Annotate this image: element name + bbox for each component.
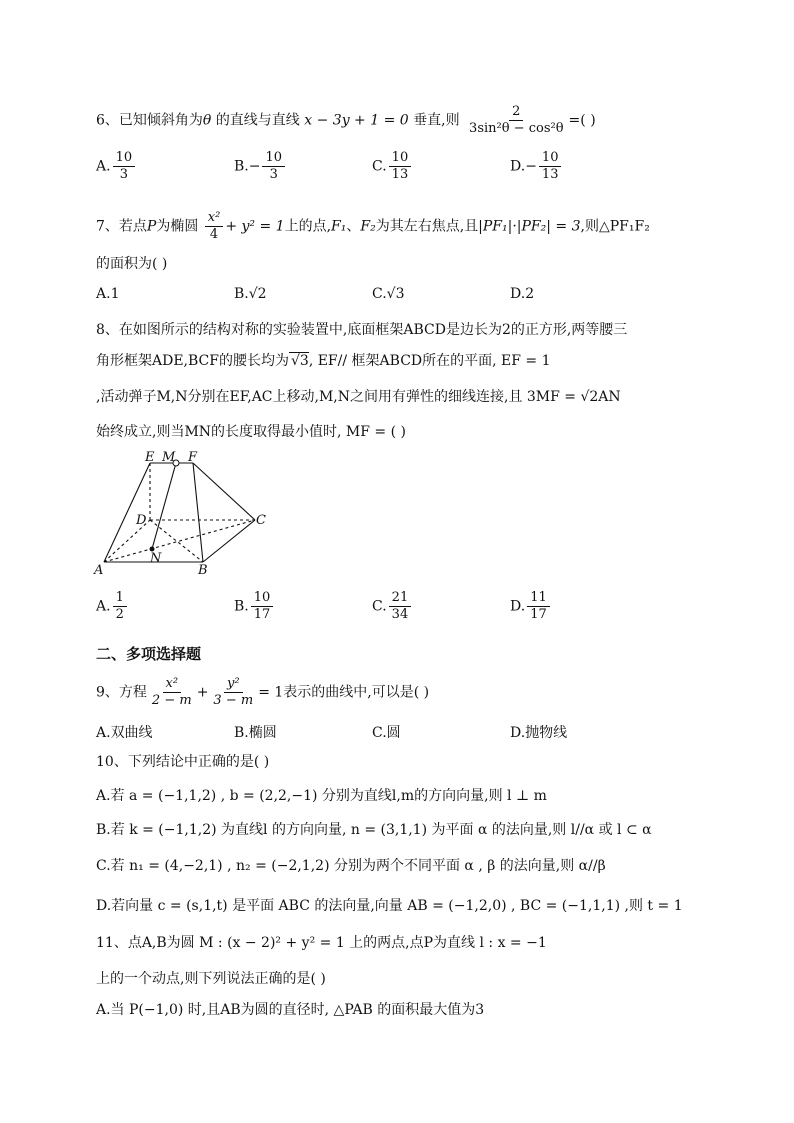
- q6-frac-num: 2: [509, 104, 523, 121]
- q8-line4: 始终成立,则当MN的长度取得最小值时, MF = ( ): [96, 424, 406, 440]
- q7-stem-a: 7、若点: [96, 218, 147, 235]
- q9-frac1: [149, 676, 195, 709]
- q7-stem-d: 为其左右焦点,且: [375, 218, 479, 235]
- q9-frac2: [210, 676, 256, 709]
- q8-od-label: D.: [510, 598, 526, 615]
- q6-stem-b: 的直线与直线: [215, 112, 300, 129]
- q9-eq: = 1: [258, 684, 284, 701]
- q8-line2: [96, 351, 551, 371]
- q6-option-c-label: C.: [372, 158, 387, 175]
- q7-option-c[interactable]: [372, 286, 405, 302]
- q7-ob-label: B.: [234, 286, 249, 302]
- q6-stem: [96, 104, 596, 137]
- q6-ob-num: 10: [262, 150, 285, 167]
- q7-sep: 、: [346, 218, 361, 235]
- q7-frac-num: x²: [205, 210, 224, 227]
- q10-option-a[interactable]: A.若 a = (−1,1,2) , b = (2,2,−1) 分别为直线l,m的方向向量,则 l ⊥ m: [96, 788, 547, 804]
- q8-oa-label: A.: [96, 598, 111, 615]
- q10-stem: 10、下列结论中正确的是( ): [96, 754, 270, 770]
- q7-fraction: [205, 210, 224, 243]
- q8-line1: 8、在如图所示的结构对称的实验装置中,底面框架ABCD是边长为2的正方形,两等腰三: [96, 322, 628, 338]
- q9-ob-value: 椭圆: [248, 725, 277, 741]
- q6-oa-den: 3: [119, 167, 128, 182]
- q7-oa-label: A.: [96, 286, 111, 302]
- q6-ob-sign: −: [248, 158, 261, 175]
- q8-option-d[interactable]: [510, 590, 552, 623]
- q9-stem-b: 表示的曲线中,可以是( ): [283, 684, 430, 701]
- q6-oc-den: 13: [391, 167, 409, 182]
- q8-line3: ,活动弹子M,N分别在EF,AC上移动,M,N之间用有弹性的细线连接,且 3MF = √2AN: [96, 389, 621, 405]
- q7-eq-tail: + y² = 1: [225, 218, 285, 235]
- q8-oc-label: C.: [372, 598, 387, 615]
- label-b: B: [198, 563, 208, 578]
- q8-od-frac: [527, 590, 550, 623]
- q9-f2-num: y²: [224, 676, 243, 693]
- q6-od-den: 13: [541, 167, 559, 182]
- label-a: A: [94, 563, 104, 578]
- q7-stem-e: ,则△PF₁F₂: [580, 218, 650, 235]
- q9-plus: +: [196, 684, 209, 701]
- q7-oc-value: √3: [386, 286, 405, 302]
- q9-f2-den: 3 − m: [213, 693, 254, 708]
- q6-option-c[interactable]: [372, 150, 413, 183]
- q7-stem-b: 为椭圆: [156, 218, 199, 235]
- q8-figure: [90, 450, 270, 580]
- q6-stem-a: 6、已知倾斜角为: [96, 112, 203, 129]
- q6-option-a-frac: [113, 150, 136, 183]
- q9-oa-label: A.: [96, 725, 111, 741]
- q9-stem: [96, 676, 429, 709]
- label-m: M: [162, 450, 176, 465]
- q8-sqrt3: √3: [290, 353, 309, 369]
- label-n: N: [150, 551, 162, 566]
- q10-option-d[interactable]: D.若向量 c = (s,1,t) 是平面 ABC 的法向量,向量 AB = (−1,2,0) , BC = (−1,1,1) ,则 t = 1: [96, 898, 683, 914]
- edge-bf: [193, 463, 203, 562]
- q6-option-b-frac: [262, 150, 285, 183]
- q6-option-b-label: B.: [234, 158, 249, 175]
- q8-line2-a: 角形框架ADE,BCF的腰长均为: [96, 353, 289, 369]
- q11-line2: 上的一个动点,则下列说法正确的是( ): [96, 971, 326, 987]
- q9-f1-num: x²: [163, 676, 182, 693]
- q9-oc-value: 圆: [386, 725, 401, 741]
- q6-option-d-label: D.: [510, 158, 526, 175]
- q9-option-c[interactable]: [372, 722, 401, 742]
- q10-option-c[interactable]: C.若 n₁ = (4,−2,1) , n₂ = (−2,1,2) 分别为两个不同平面 α , β 的法向量,则 α//β: [96, 858, 606, 874]
- q8-ob-frac: [251, 590, 274, 623]
- q8-oa-den: 2: [115, 607, 124, 622]
- q9-ob-label: B.: [234, 725, 249, 741]
- q9-option-a[interactable]: [96, 722, 153, 742]
- string-mn: [152, 463, 176, 549]
- edge-cf: [193, 463, 255, 520]
- q7-f1: F₁: [331, 218, 347, 235]
- q8-line2-c: , EF// 框架ABCD所在的平面, EF = 1: [308, 353, 551, 369]
- label-c: C: [256, 513, 266, 528]
- q7-f2: F₂: [360, 218, 376, 235]
- q7-p: P: [146, 218, 157, 235]
- q6-option-d[interactable]: [510, 150, 563, 183]
- q8-od-den: 17: [530, 607, 547, 622]
- q7-stem: [96, 210, 650, 243]
- q9-oc-label: C.: [372, 725, 387, 741]
- q8-ob-num: 10: [251, 590, 274, 607]
- section-title: 二、多项选择题: [96, 645, 202, 663]
- q6-oc-num: 10: [389, 150, 412, 167]
- q8-od-num: 11: [527, 590, 550, 607]
- label-d: D: [136, 513, 147, 528]
- q6-frac-den: 3sin²θ − cos²θ: [469, 121, 564, 136]
- q8-option-a[interactable]: [96, 590, 129, 623]
- q7-line2: 的面积为( ): [96, 256, 168, 272]
- q6-option-a-label: A.: [96, 158, 111, 175]
- q6-stem-c: 垂直,则: [413, 112, 460, 129]
- q9-option-d[interactable]: [510, 722, 567, 742]
- q9-option-b[interactable]: [234, 722, 277, 742]
- q9-od-value: 抛物线: [525, 725, 568, 741]
- q8-oc-num: 21: [389, 590, 412, 607]
- q6-fraction: [466, 104, 567, 137]
- q7-ob-value: √2: [248, 286, 267, 302]
- q6-theta: θ: [202, 112, 212, 129]
- q8-ob-den: 17: [253, 607, 271, 622]
- q8-ob-label: B.: [234, 598, 249, 615]
- q6-option-d-frac: [539, 150, 562, 183]
- label-e: E: [145, 450, 155, 465]
- q6-option-a[interactable]: [96, 150, 137, 183]
- q7-stem-c: 上的点,: [284, 218, 332, 235]
- q10-option-b[interactable]: B.若 k = (−1,1,2) 为直线l 的方向向量, n = (3,1,1) 为平面 α 的法向量,则 l//α 或 l ⊂ α: [96, 822, 652, 838]
- q6-line-eq: x − 3y + 1 = 0: [304, 112, 409, 129]
- q7-option-d[interactable]: [510, 286, 534, 302]
- q7-option-a[interactable]: [96, 286, 119, 302]
- label-f: F: [188, 450, 198, 465]
- q8-oa-num: 1: [113, 590, 127, 607]
- q7-od-value: 2: [525, 286, 535, 302]
- q6-ob-den: 3: [269, 167, 278, 182]
- q7-cond: |PF₁|·|PF₂| = 3: [478, 218, 581, 235]
- q7-od-label: D.: [510, 286, 526, 302]
- q8-option-c[interactable]: [372, 590, 413, 623]
- q6-od-sign: −: [525, 158, 537, 175]
- q9-stem-a: 9、方程: [96, 684, 147, 701]
- q8-oa-frac: [113, 590, 127, 623]
- q11-line1: 11、点A,B为圆 M : (x − 2)² + y² = 1 上的两点,点P为直线 l : x = −1: [96, 935, 547, 951]
- q11-option-a[interactable]: A.当 P(−1,0) 时,且AB为圆的直径时, △PAB 的面积最大值为3: [96, 1002, 485, 1018]
- q6-option-b[interactable]: [234, 150, 287, 183]
- q9-od-label: D.: [510, 725, 526, 741]
- q8-option-b[interactable]: [234, 590, 275, 623]
- q6-stem-end: =( ): [568, 112, 596, 129]
- q6-od-num: 10: [539, 150, 562, 167]
- q6-option-c-frac: [389, 150, 412, 183]
- q7-frac-den: 4: [209, 227, 219, 242]
- q6-oa-num: 10: [113, 150, 136, 167]
- q7-oa-value: 1: [110, 286, 120, 302]
- q9-oa-value: 双曲线: [110, 725, 153, 741]
- edge-bc: [203, 520, 255, 562]
- q7-option-b[interactable]: [234, 286, 267, 302]
- q9-f1-den: 2 − m: [151, 693, 192, 708]
- q7-oc-label: C.: [372, 286, 387, 302]
- q8-oc-frac: [389, 590, 412, 623]
- q8-oc-den: 34: [391, 607, 409, 622]
